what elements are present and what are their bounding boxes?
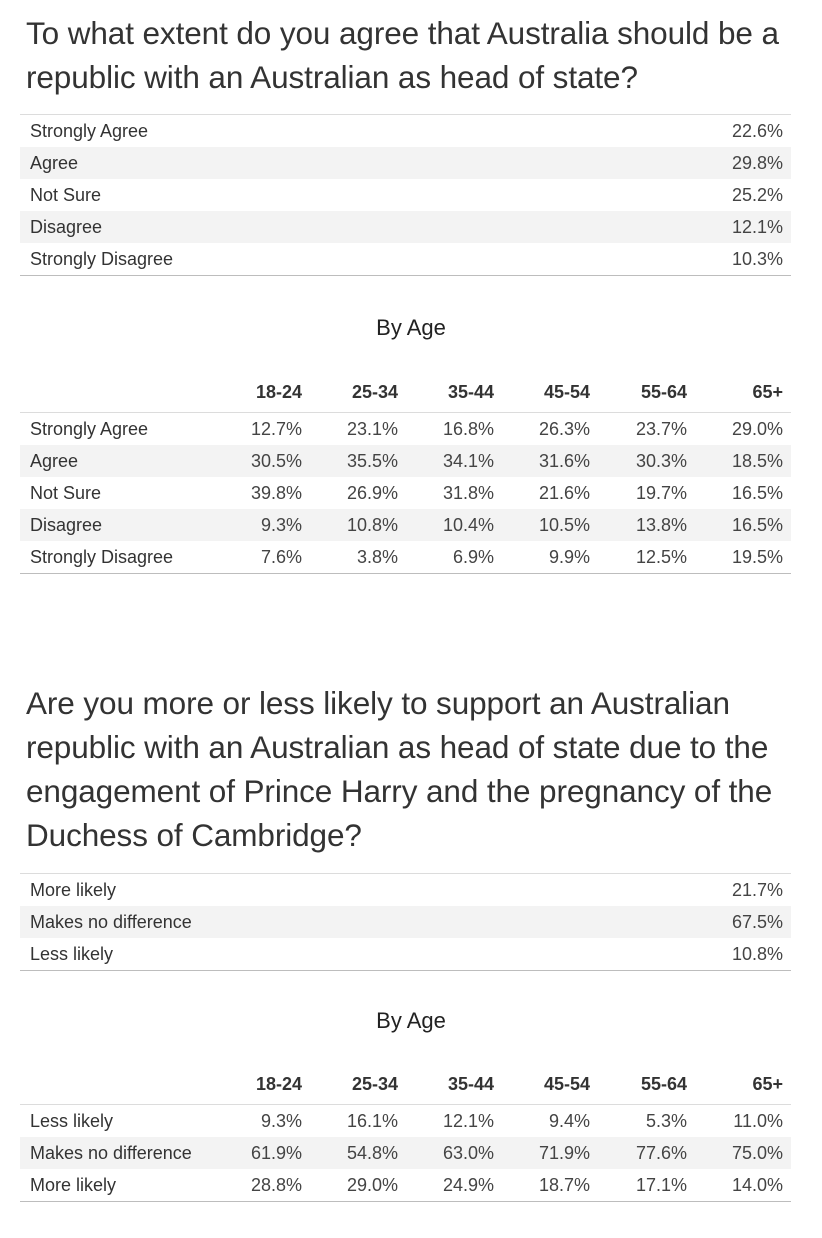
q2-summary-table [20,873,791,971]
table-cell: 61.9% [250,1143,302,1163]
table-row [20,445,791,477]
table-cell: 3.8% [356,547,398,567]
row-label: Strongly Agree [30,121,149,141]
table-cell: 12.5% [635,547,687,567]
table-cell: 7.6% [260,547,302,567]
table-cell: 54.8% [346,1143,398,1163]
table-cell: 34.1% [442,451,494,471]
table-cell: 35.5% [346,451,398,471]
table-cell: 9.3% [260,515,302,535]
row-label: Disagree [30,217,103,237]
row-label: Strongly Disagree [30,547,174,567]
row-value: 21.7% [731,880,783,900]
table-row [20,906,791,938]
table-row [20,1137,791,1169]
row-label: Less likely [30,944,114,964]
column-header: 35-44 [447,1074,494,1094]
column-header: 45-54 [543,382,590,402]
row-value: 10.8% [731,944,783,964]
table-cell: 12.7% [250,419,302,439]
table-body [20,412,791,574]
column-headers [20,382,791,412]
table-cell: 16.1% [346,1111,398,1131]
table-cell: 12.1% [442,1111,494,1131]
table-cell: 5.3% [645,1111,687,1131]
column-header: 55-64 [640,382,687,402]
table-cell: 9.3% [260,1111,302,1131]
row-label: Not Sure [30,185,102,205]
table-cell: 10.4% [442,515,494,535]
q1-by-age-heading: By Age [376,315,446,340]
table-row [20,938,791,970]
q1-summary-table [20,114,791,276]
table-cell: 6.9% [452,547,494,567]
table-cell: 30.3% [635,451,687,471]
row-label: Agree [30,153,79,173]
table-cell: 77.6% [635,1143,687,1163]
table-body [20,1104,791,1202]
row-label: Disagree [30,515,103,535]
table-cell: 13.8% [635,515,687,535]
table-row [20,243,791,275]
table-row [20,413,791,445]
row-value: 67.5% [731,912,783,932]
row-label: Strongly Disagree [30,249,174,269]
row-label: More likely [30,1175,117,1195]
table-cell: 18.5% [731,451,783,471]
row-value: 10.3% [731,249,783,269]
question-1-title: To what extent do you agree that Australia should be a republic with an Australian as head of state? [26,15,779,95]
row-label: Not Sure [30,483,102,503]
table-row [20,509,791,541]
table-cell: 10.8% [346,515,398,535]
question-2-title: Are you more or less likely to support an Australian republic with an Australian as head of state due to the engagement of Prince Harry and the pregnancy of the Duchess of Cambridge? [26,685,773,853]
table-row [20,115,791,147]
q1-by-age-table [20,382,791,574]
table-cell: 30.5% [250,451,302,471]
table-cell: 63.0% [442,1143,494,1163]
table-cell: 29.0% [346,1175,398,1195]
row-value: 12.1% [731,217,783,237]
table-cell: 29.0% [731,419,783,439]
row-value: 25.2% [731,185,783,205]
table-cell: 18.7% [538,1175,590,1195]
table-row [20,477,791,509]
table-row [20,1169,791,1201]
table-cell: 24.9% [442,1175,494,1195]
row-label: Makes no difference [30,912,192,932]
row-label: More likely [30,880,117,900]
row-label: Strongly Agree [30,419,149,439]
column-header: 35-44 [447,382,494,402]
table-row [20,179,791,211]
column-header: 65+ [752,1074,783,1094]
table-row [20,874,791,906]
table-row [20,211,791,243]
table-cell: 75.0% [731,1143,783,1163]
column-header: 18-24 [255,1074,302,1094]
table-cell: 10.5% [538,515,590,535]
table-row [20,541,791,573]
q2-by-age-table [20,1074,791,1202]
table-row [20,147,791,179]
table-cell: 16.8% [442,419,494,439]
column-header: 45-54 [543,1074,590,1094]
table-cell: 9.9% [548,547,590,567]
table-cell: 31.8% [442,483,494,503]
row-label: Makes no difference [30,1143,192,1163]
table-cell: 19.5% [731,547,783,567]
table-cell: 23.7% [635,419,687,439]
table-cell: 28.8% [250,1175,302,1195]
table-cell: 26.9% [346,483,398,503]
table-cell: 39.8% [250,483,302,503]
table-cell: 31.6% [538,451,590,471]
table-cell: 16.5% [731,483,783,503]
column-header: 25-34 [351,1074,398,1094]
table-cell: 26.3% [538,419,590,439]
table-cell: 14.0% [731,1175,783,1195]
column-headers [20,1074,791,1104]
column-header: 55-64 [640,1074,687,1094]
table-cell: 11.0% [733,1111,783,1131]
table-cell: 71.9% [538,1143,590,1163]
column-header: 65+ [752,382,783,402]
q2-by-age-heading: By Age [376,1008,446,1033]
table-cell: 23.1% [346,419,398,439]
table-cell: 19.7% [635,483,687,503]
row-label: Agree [30,451,79,471]
row-label: Less likely [30,1111,114,1131]
table-cell: 17.1% [635,1175,687,1195]
table-cell: 9.4% [548,1111,590,1131]
column-header: 18-24 [255,382,302,402]
table-row [20,1105,791,1137]
table-cell: 21.6% [538,483,590,503]
table-cell: 16.5% [731,515,783,535]
row-value: 22.6% [731,121,783,141]
row-value: 29.8% [731,153,783,173]
column-header: 25-34 [351,382,398,402]
